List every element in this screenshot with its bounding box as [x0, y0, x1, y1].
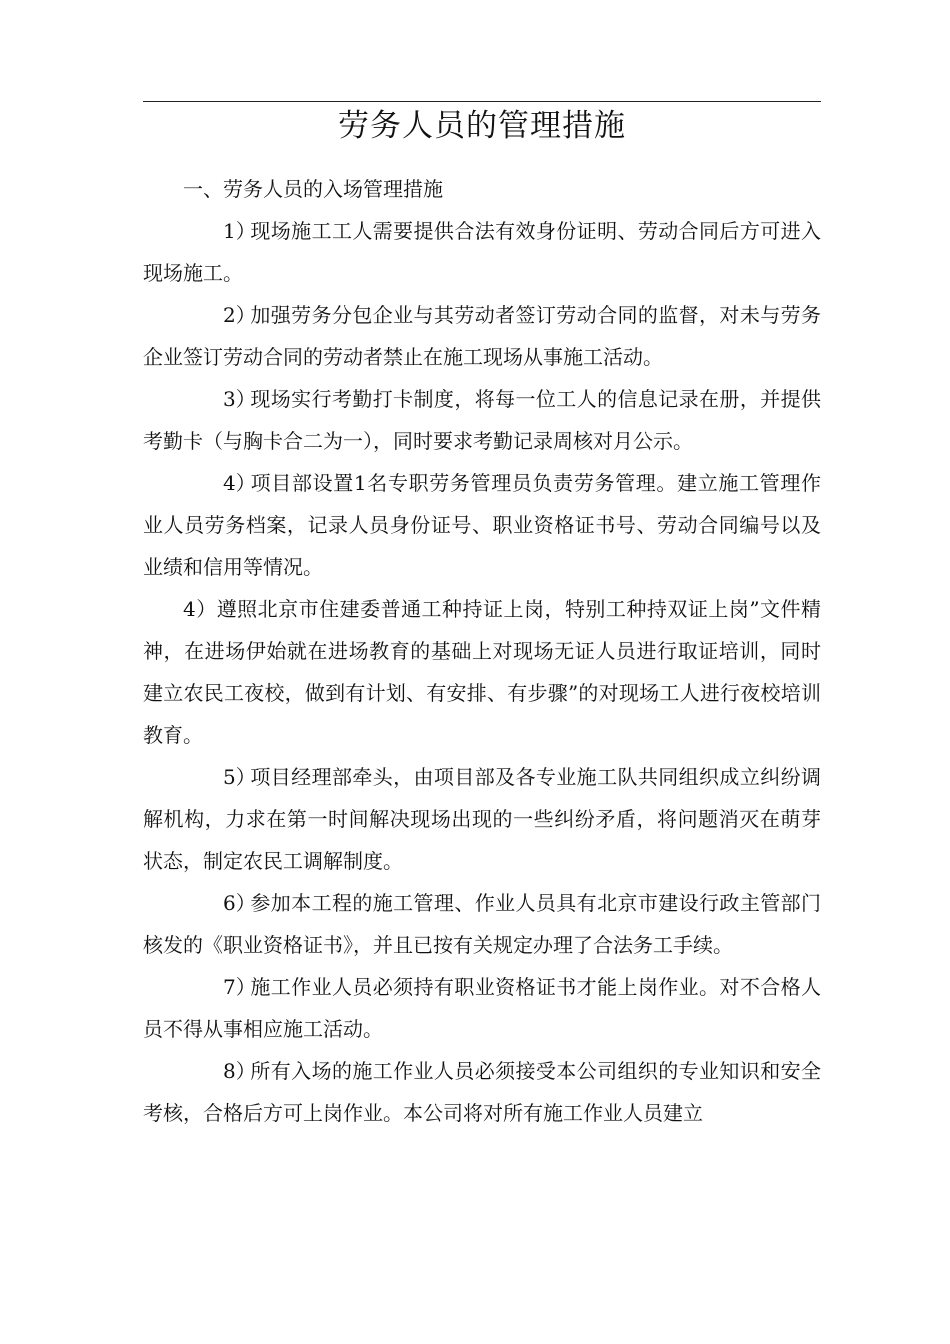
header-rule — [143, 101, 821, 102]
paragraph-7 — [143, 966, 821, 1050]
paragraph-text: 项目部设置1名专职劳务管理员负责劳务管理。建立施工管理作业人员劳务档案，记录人员身份证号、职业资格证书号、劳动合同编号以及业绩和信用等情况。 — [143, 471, 821, 579]
document-body — [143, 168, 821, 1134]
paragraph-4 — [143, 462, 821, 588]
paragraph-number: 1） — [223, 219, 256, 243]
paragraph-number: 2） — [223, 303, 256, 327]
paragraph-number: 4） — [223, 471, 256, 495]
paragraph-1 — [143, 210, 821, 294]
paragraph-number: 5） — [223, 765, 256, 789]
paragraph-text: 所有入场的施工作业人员必须接受本公司组织的专业知识和安全考核，合格后方可上岗作业。本公司将对所有施工作业人员建立 — [143, 1059, 821, 1125]
paragraph-number: 8） — [223, 1059, 256, 1083]
paragraph-text: 施工作业人员必须持有职业资格证书才能上岗作业。对不合格人员不得从事相应施工活动。 — [143, 975, 821, 1041]
paragraph-text: 参加本工程的施工管理、作业人员具有北京市建设行政主管部门核发的《职业资格证书》，并且已按有关规定办理了合法务工手续。 — [143, 891, 821, 957]
paragraph-text: 现场实行考勤打卡制度，将每一位工人的信息记录在册，并提供考勤卡（与胸卡合二为一），同时要求考勤记录周核对月公示。 — [143, 387, 821, 453]
paragraph-5 — [143, 756, 821, 882]
paragraph-text: 项目经理部牵头，由项目部及各专业施工队共同组织成立纠纷调解机构，力求在第一时间解决现场出现的一些纠纷矛盾，将问题消灭在萌芽状态，制定农民工调解制度。 — [143, 765, 821, 873]
paragraph-number: 6） — [223, 891, 256, 915]
paragraph-text: 现场施工工人需要提供合法有效身份证明、劳动合同后方可进入现场施工。 — [143, 219, 821, 285]
section-heading: 一、劳务人员的入场管理措施 — [183, 177, 443, 201]
paragraph-number: 7） — [223, 975, 256, 999]
paragraph-number: 3） — [223, 387, 256, 411]
paragraph-text: 加强劳务分包企业与其劳动者签订劳动合同的监督，对未与劳务企业签订劳动合同的劳动者禁止在施工现场从事施工活动。 — [143, 303, 821, 369]
paragraph-8 — [143, 1050, 821, 1134]
paragraph-text: 4）遵照北京市住建委普通工种持证上岗，特别工种持双证上岗”文件精神，在进场伊始就在进场教育的基础上对现场无证人员进行取证培训，同时建立农民工夜校，做到有计划、有安排、有步骤”的对现场工人进行夜校培训教育。 — [143, 597, 821, 747]
paragraph-3 — [143, 378, 821, 462]
paragraph-4b — [143, 588, 821, 756]
page-title: 劳务人员的管理措施 — [338, 108, 626, 144]
paragraph-6 — [143, 882, 821, 966]
paragraph-2 — [143, 294, 821, 378]
